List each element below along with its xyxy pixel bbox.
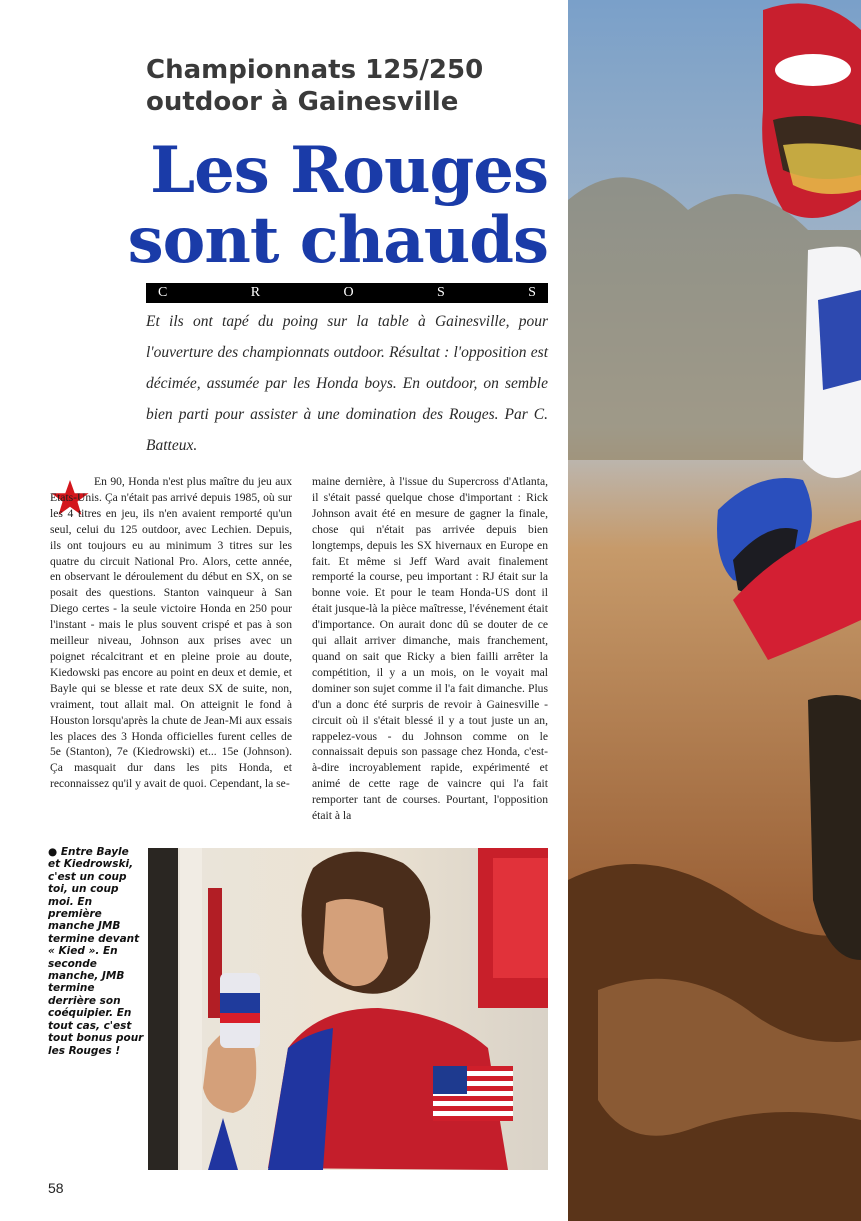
rider-drinking-photo bbox=[148, 848, 548, 1170]
kicker-line-2: outdoor à Gainesville bbox=[146, 87, 459, 117]
headline-line-1: Les Rouges bbox=[150, 133, 548, 208]
rubric-letter: S bbox=[436, 285, 445, 300]
motocross-rider-photo bbox=[568, 0, 861, 1221]
kicker-line-1: Championnats 125/250 bbox=[146, 55, 484, 85]
page-number: 58 bbox=[48, 1180, 64, 1196]
rubric-bar bbox=[146, 283, 548, 303]
photo-caption bbox=[48, 846, 144, 1057]
article-lead: Et ils ont tapé du poing sur la table à Gainesville, pour l'ouverture des championnats outdoor. Résultat : l'opposition est décimée, assumée par les Honda boys. En outdoor, on semble bien parti pour assister à une domination des Rouges. Par C. Batteux. bbox=[146, 313, 548, 454]
caption-text: Entre Bayle et Kiedrowski, c'est un coup toi, un coup moi. En première manche JMB termine devant « Kied ». En seconde manche, JMB termine derrière son coéquipier. En tout cas, c'est tout bonus pour les Rouges ! bbox=[48, 846, 144, 1057]
caption-bullet: ● bbox=[48, 846, 58, 858]
rubric-letter: O bbox=[343, 285, 354, 300]
rubric-letter: S bbox=[528, 285, 536, 300]
body-column-2: maine dernière, à l'issue du Supercross d'Atlanta, il s'était passé quelque chose d'important : Rick Johnson avait été en mesure de gagner la finale, chose qui n'était pas arrivée depuis bien longtemps, depuis les SX hivernaux en Europe en fait. Et même si Jeff Ward avait finalement remporté la course, peu important : RJ était sur la bonne voie. Et pour le team Honda-US dont il était jusque-là la pièce maîtresse, l'événement était d'importance. On aurait donc dû se douter de ce qui allait arriver dimanche, mais franchement, quand on sait que Ricky a bien failli arrêter la compétition, il y a un mois, on le voyait mal dominer son sujet comme il l'a fait dimanche. Plus d'un a donc été surpris de revoir à Gainesville - circuit où il s'était blessé il y a tout juste un an, rappelez-vous - du Johnson comme on le connaissait depuis son passage chez Honda, c'est-à-dire incroyablement rapide, expérimenté et animé de cette rage de vaincre qui l'a fait remporter tant de courses. Pourtant, l'opposition était à la bbox=[312, 475, 548, 823]
article-kicker bbox=[146, 54, 546, 118]
article-headline bbox=[50, 133, 548, 278]
rubric-letter: R bbox=[250, 285, 261, 300]
body-column-1: En 90, Honda n'est plus maître du jeu aux Etats-Unis. Ça n'était pas arrivé depuis 1985, où sur les 4 titres en jeu, ils n'en avaient remporté qu'un seul, celui du 125 outdoor, avec Lechien. Depuis, ils ont toujours eu au minimum 3 titres sur les quatre du circuit National Pro. Alors, cette année, en observant le déroulement du début en SX, on se posait des questions. Stanton vainqueur à San Diego certes - la seule victoire Honda en 250 pour l'instant - mais le plus souvent crispé et pas à son meilleur niveau, Johnson aux prises avec un poignet récalcitrant et en pleine proie au doute, Kiedowski pas encore au point en deux et demie, et Bayle qui se blesse et rate deux SX de suite, non, vraiment, tout allait mal. On atteignit le fond à Houston lorsqu'après la chute de Jean-Mi aux essais les places des 3 Honda officielles furent celles de 5e (Stanton), 7e (Kiedrowski) et... 15e (Johnson). Ça masquait dur dans les pits Honda, et reconnaissez qu'il y avait de quoi. Cependant, la se- bbox=[50, 475, 292, 791]
headline-line-2: sont chauds bbox=[127, 203, 548, 278]
rubric-letter: C bbox=[158, 285, 168, 300]
